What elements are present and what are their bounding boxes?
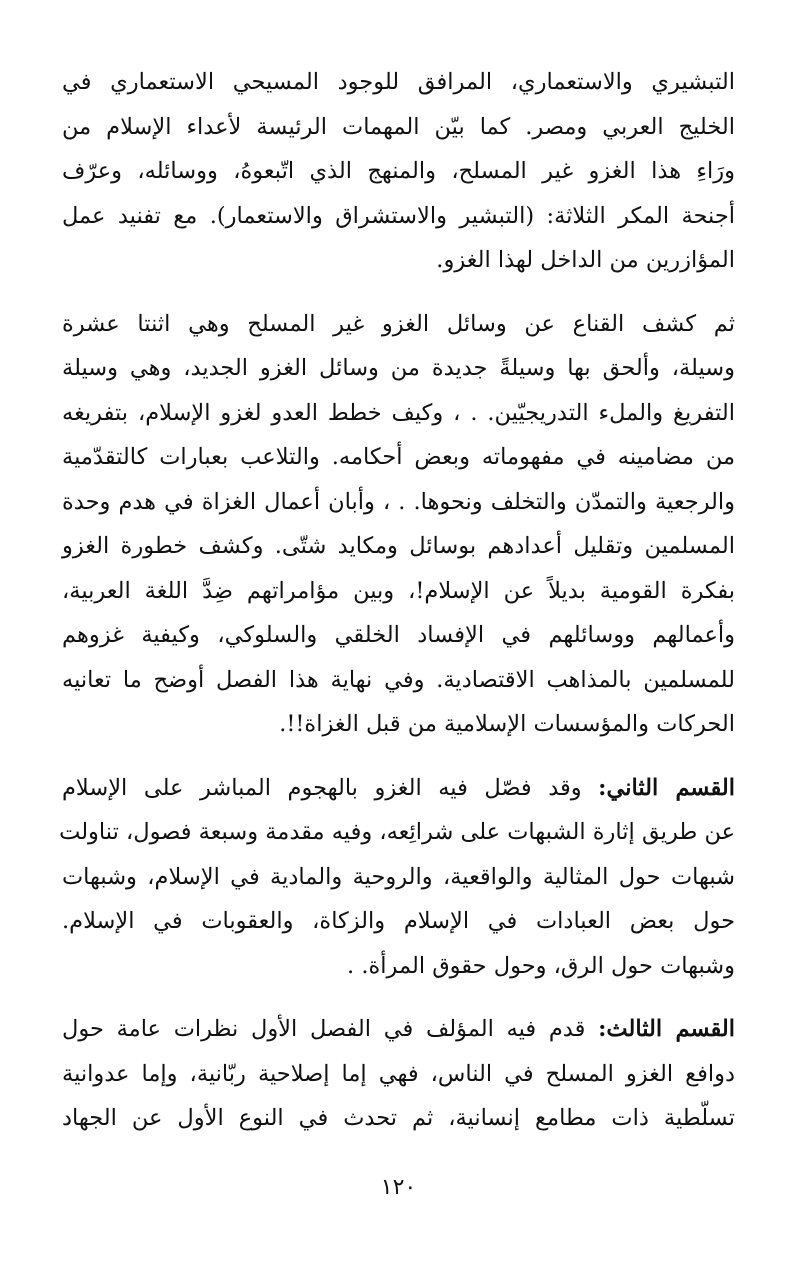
text-line: عن طريق إثارة الشبهات على شرائِعه، وفيه مقدمة وسبعة فصول، تناولت <box>59 819 735 845</box>
text-line: الحركات والمؤسسات الإسلامية من قبل الغزاة!!. <box>279 711 735 737</box>
paragraph-2 <box>62 302 735 747</box>
text-line: ثم كشف القناع عن وسائل الغزو غير المسلح وهي اثنتا عشرة <box>62 310 735 337</box>
text-line: الخليج العربي ومصر. كما بيّن المهمات الرئيسة لأعداء الإسلام من <box>62 113 735 140</box>
text-line: وأعمالهم ووسائلهم في الإفساد الخلقي والسلوكي، وكيفية غزوهم <box>62 622 735 648</box>
paragraph-4 <box>62 1007 735 1141</box>
text-run: وقد فصّل فيه الغزو بالهجوم المباشر على الإسلام <box>62 774 582 801</box>
text-line: أجنحة المكر الثلاثة: (التبشير والاستشراق والاستعمار). مع تفنيد عمل <box>62 202 735 229</box>
text-line: والرجعية والتمدّن والتخلف ونحوها. . ، وأبان أعمال الغزاة في هدم وحدة <box>62 488 735 515</box>
text-line: المؤازرين من الداخل لهذا الغزو. <box>436 247 735 273</box>
text-line: التبشيري والاستعماري، المرافق للوجود المسيحي الاستعماري في <box>62 69 735 95</box>
text-line <box>62 1007 735 1052</box>
page-number: ١٢٠ <box>380 1175 417 1200</box>
text-line: شبهات حول المثالية والواقعية، والروحية والمادية في الإسلام، وشبهات <box>62 863 735 890</box>
text-line: حول بعض العبادات في الإسلام والزكاة، والعقوبات في الإسلام. <box>62 908 735 934</box>
text-line: تسلّطية ذات مطامع إنسانية، ثم تحدث في النوع الأول عن الجهاد <box>62 1105 735 1131</box>
text-line: من مضامينه في مفهوماته وبعض أحكامه. والتلاعب بعبارات كالتقدّمية <box>62 444 735 470</box>
text-run: قدم فيه المؤلف في الفصل الأول نظرات عامة حول <box>62 1016 586 1042</box>
text-line: للمسلمين بالمذاهب الاقتصادية. وفي نهاية هذا الفصل أوضح ما تعانيه <box>62 666 735 693</box>
paragraph-1 <box>62 60 735 283</box>
text-line: بفكرة القومية بديلاً عن الإسلام!، وبين مؤامراتهم ضِدَّ اللغة العربية، <box>62 577 735 604</box>
text-line: وشبهات حول الرق، وحول حقوق المرأة. . <box>347 952 735 979</box>
text-line <box>62 766 735 811</box>
paragraph-3 <box>59 766 735 989</box>
section-heading: القسم الثالث: <box>598 1016 736 1042</box>
text-line: دوافع الغزو المسلح في الناس، فهي إما إصلاحية ربّانية، وإما عدوانية <box>62 1060 735 1087</box>
text-line: وسيلة، وألحق بها وسيلةً جديدة من وسائل الغزو الجديد، وهي وسيلة <box>62 355 735 381</box>
section-heading: القسم الثاني: <box>598 774 735 801</box>
text-line: المسلمين وتقليل أعدادهم بوسائل ومكايد شتّى. وكشف خطورة الغزو <box>62 533 735 559</box>
text-line: ورَاءِ هذا الغزو غير المسلح، والمنهج الذي اتّبعوهُ، ووسائله، وعرّف <box>62 158 735 184</box>
text-line: التفريغ والملء التدريجيّين. . ، وكيف خطط العدو لغزو الإسلام، بتفريغه <box>62 399 735 426</box>
